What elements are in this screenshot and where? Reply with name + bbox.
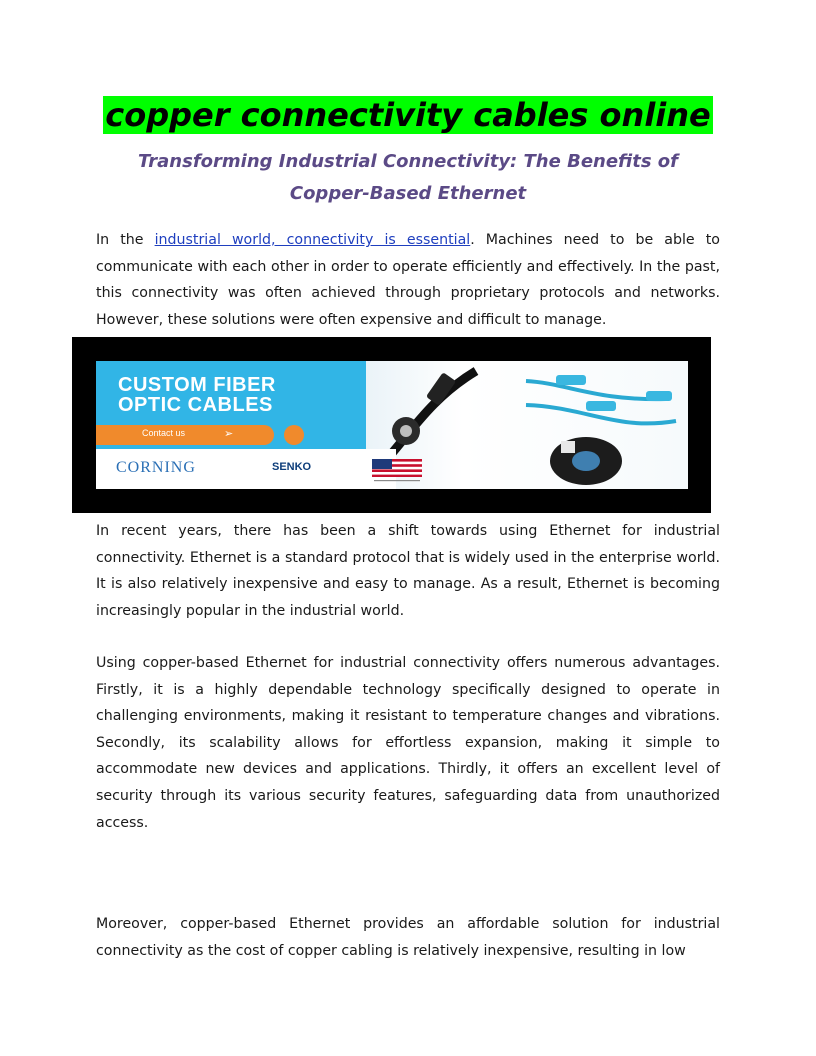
paragraph-affordability: Moreover, copper-based Ethernet provides an affordable solution for industrial connectivity as the cost of copper cabling is relatively inexpensive, resulting in low: [96, 916, 720, 959]
contact-us-label[interactable]: Contact us: [142, 428, 186, 438]
paragraph-advantages: Using copper-based Ethernet for industrial connectivity offers numerous advantages. Firstly, it is a highly dependable technology specifically designed to operate in challenging environments, making it resistant to temperature changes and vibrations. Secondly, its scalability allows for effortless expansion, making it simple to accommodate new devices and applications. Thirdly, it offers an excellent level of security through its various security features, safeguarding data from unauthorized access.: [96, 655, 720, 831]
orange-dot: [284, 425, 304, 445]
paragraph-ethernet-shift: In recent years, there has been a shift towards using Ethernet for industrial connectivity. Ethernet is a standard protocol that is widely used in the enterprise world. It is also relatively inexpensive and easy to manage. As a result, Ethernet is becoming increasingly popular in the industrial world.: [96, 523, 720, 619]
page-title: copper connectivity cables online: [105, 96, 711, 134]
banner-image-frame: [72, 337, 711, 513]
page-subtitle: Transforming Industrial Connectivity: The Benefits of Copper-Based Ethernet: [137, 151, 678, 204]
banner-headline-line1: CUSTOM FIBER: [118, 374, 276, 396]
fiber-optic-banner[interactable]: [96, 361, 688, 489]
corning-logo: CORNING: [116, 459, 196, 476]
industrial-connectivity-link[interactable]: industrial world, connectivity is essential: [154, 232, 471, 248]
paragraph-intro-lead: In the: [96, 232, 155, 248]
paragraph-intro: [96, 227, 720, 333]
banner-headline-line2: OPTIC CABLES: [118, 394, 273, 416]
senko-logo: SENKO: [272, 461, 312, 473]
usa-flag-icon: [372, 459, 422, 485]
arrow-icon: ➢: [224, 427, 234, 440]
title-container: [0, 96, 816, 134]
banner-headline: [118, 375, 276, 415]
paragraph-intro-rest: . Machines need to be able to communicate with each other in order to operate efficiently and effectively. In the past, this connectivity was often achieved through proprietary protocols and networks. However, these solutions were often expensive and difficult to manage.: [96, 232, 720, 328]
